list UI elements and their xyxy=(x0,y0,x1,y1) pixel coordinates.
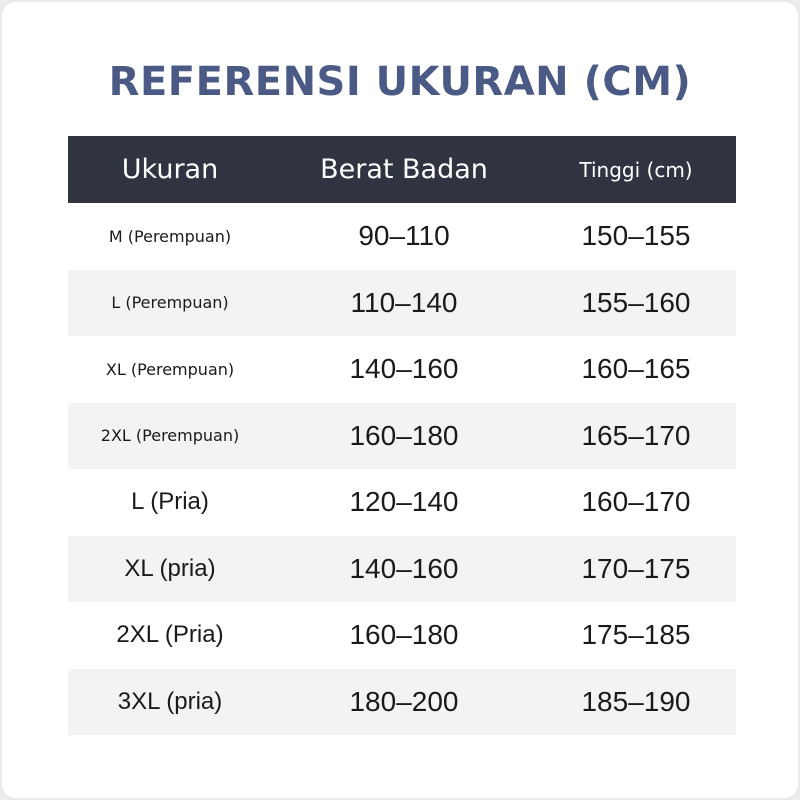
header-height: Tinggi (cm) xyxy=(579,157,693,182)
table-row xyxy=(68,336,736,403)
table-row xyxy=(68,669,736,736)
size-table xyxy=(68,136,736,735)
weight-cell: 90–110 xyxy=(358,220,450,252)
weight-cell: 180–200 xyxy=(349,685,459,717)
page-title: REFERENSI UKURAN (CM) xyxy=(108,59,692,105)
height-cell: 170–175 xyxy=(581,552,691,584)
table-row xyxy=(68,403,736,470)
height-cell: 165–170 xyxy=(581,419,691,451)
size-cell: XL (Perempuan) xyxy=(105,359,235,379)
size-cell: L (Perempuan) xyxy=(111,293,229,313)
size-cell: M (Perempuan) xyxy=(108,226,232,246)
table-row xyxy=(68,270,736,337)
table-row xyxy=(68,602,736,669)
table-row xyxy=(68,203,736,270)
weight-cell: 110–140 xyxy=(350,286,458,318)
header-weight: Berat Badan xyxy=(320,154,488,185)
height-cell: 175–185 xyxy=(581,619,691,651)
weight-cell: 140–160 xyxy=(349,552,459,584)
height-cell: 160–165 xyxy=(581,353,691,385)
size-cell: 2XL (Pria) xyxy=(116,621,224,649)
table-row xyxy=(68,536,736,603)
size-cell: 2XL (Perempuan) xyxy=(100,426,240,446)
height-cell: 185–190 xyxy=(581,685,691,717)
weight-cell: 160–180 xyxy=(349,619,459,651)
weight-cell: 140–160 xyxy=(349,353,459,385)
weight-cell: 120–140 xyxy=(349,486,459,518)
table-header xyxy=(68,136,736,203)
height-cell: 150–155 xyxy=(581,220,691,252)
size-cell: L (Pria) xyxy=(131,488,209,516)
size-cell: XL (pria) xyxy=(124,554,216,582)
height-cell: 160–170 xyxy=(581,486,691,518)
size-cell: 3XL (pria) xyxy=(117,687,223,715)
header-size: Ukuran xyxy=(121,154,219,185)
weight-cell: 160–180 xyxy=(349,419,459,451)
size-chart-card xyxy=(2,2,798,798)
table-row xyxy=(68,469,736,536)
height-cell: 155–160 xyxy=(581,286,691,318)
